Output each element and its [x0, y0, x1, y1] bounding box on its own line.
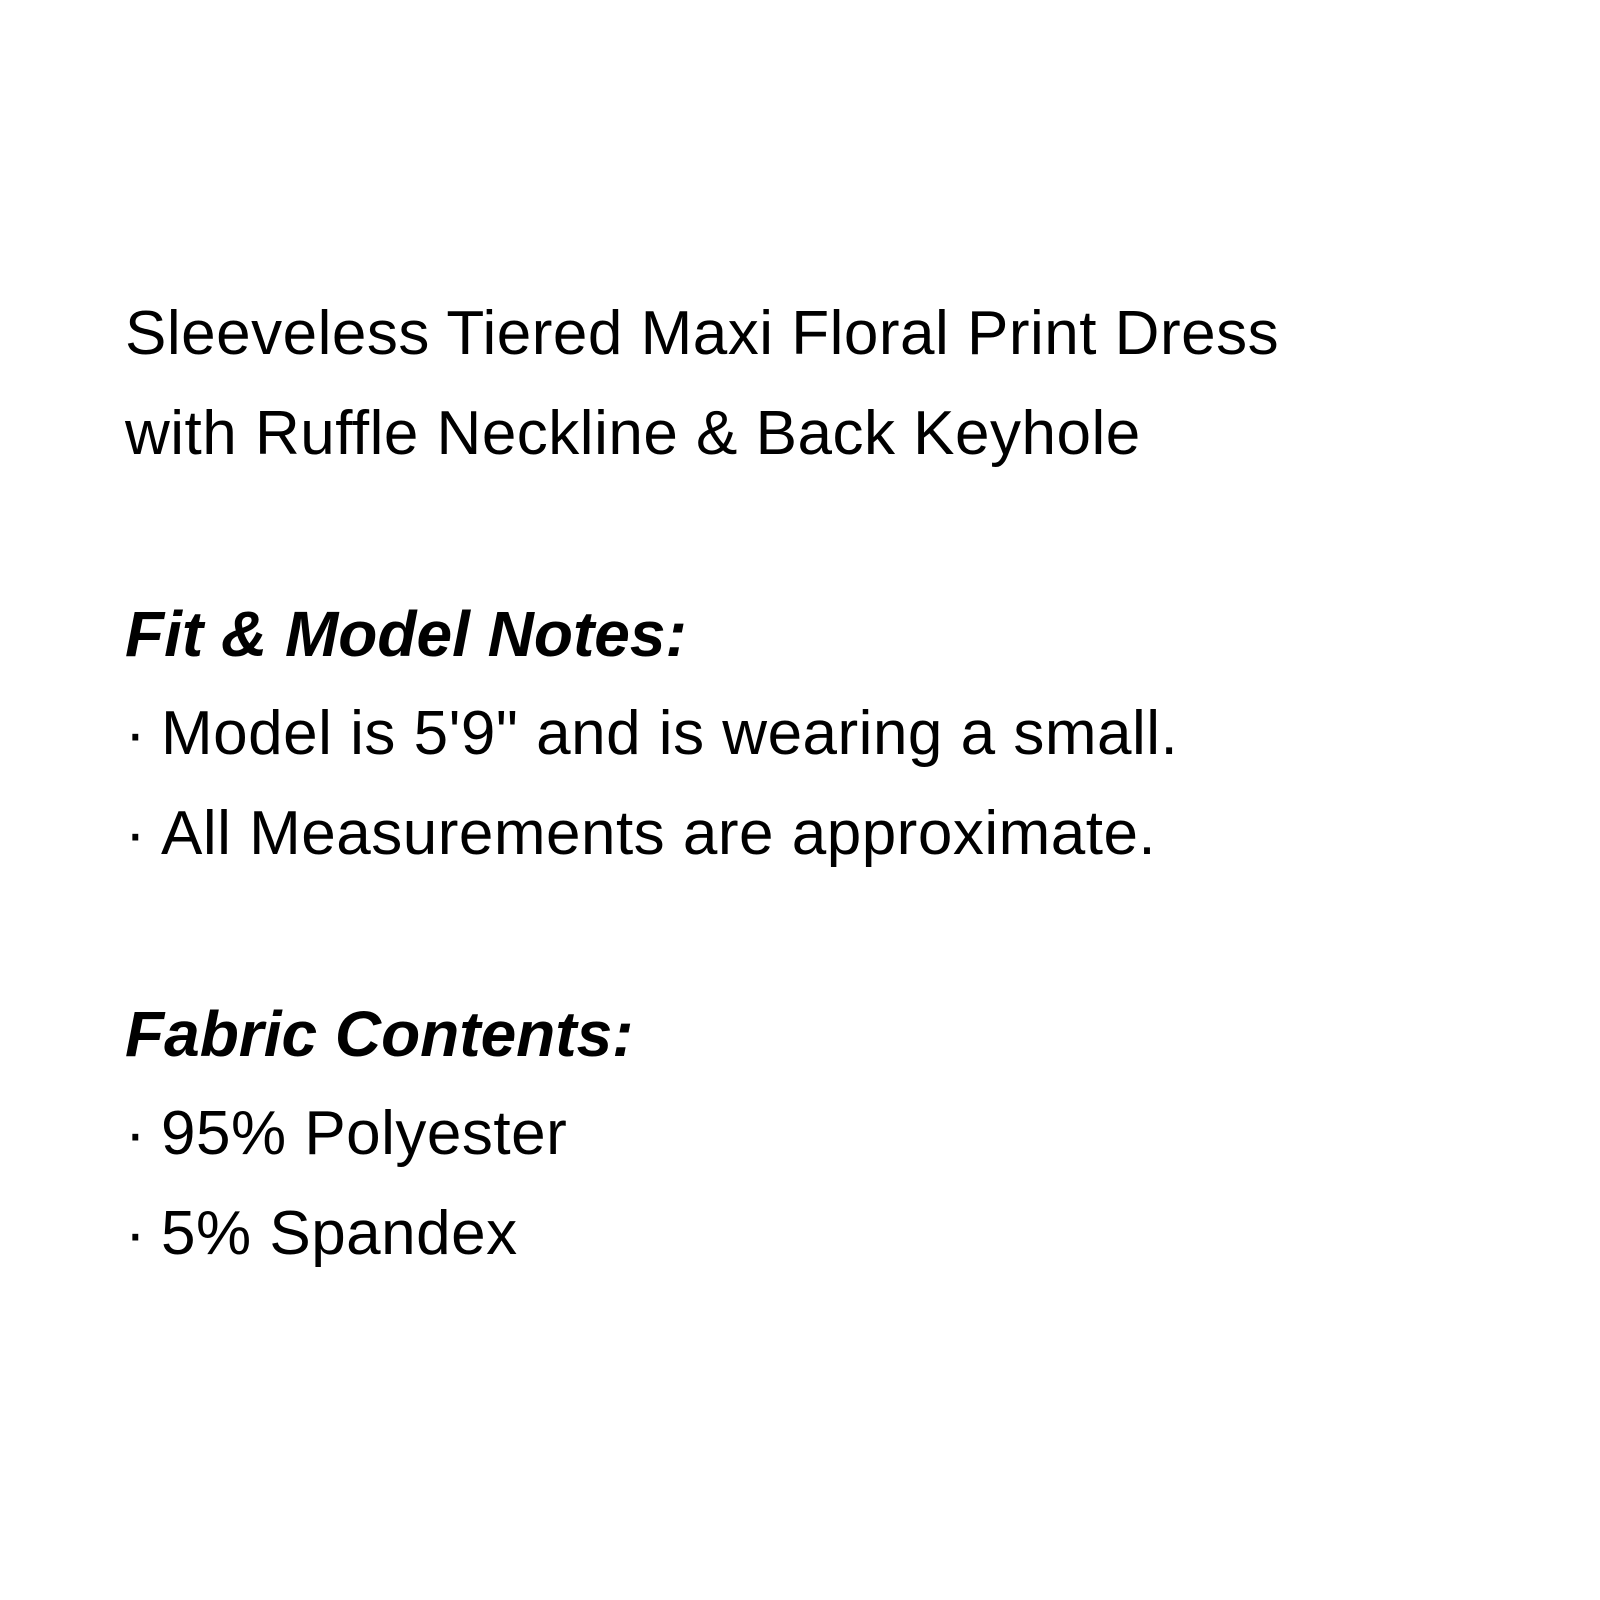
fabric-item-text: 5% Spandex [161, 1199, 518, 1268]
bullet-icon: · [125, 1099, 147, 1168]
spacer [125, 484, 1545, 584]
bullet-icon: · [125, 1199, 147, 1268]
bullet-icon: · [125, 699, 147, 768]
product-title-line-2: with Ruffle Neckline & Back Keyhole [125, 399, 1141, 468]
product-title-line-1: Sleeveless Tiered Maxi Floral Print Dress [125, 299, 1280, 368]
fabric-contents-heading: Fabric Contents: [125, 998, 634, 1070]
list-item [125, 784, 1545, 884]
fit-note-text: All Measurements are approximate. [161, 799, 1157, 868]
fit-notes-list [125, 684, 1545, 884]
list-item [125, 1084, 1545, 1184]
bullet-icon: · [125, 799, 147, 868]
list-item [125, 684, 1545, 784]
spacer [125, 884, 1545, 984]
fit-notes-heading: Fit & Model Notes: [125, 598, 687, 670]
product-description [125, 284, 1545, 1284]
list-item [125, 1184, 1545, 1284]
fabric-item-text: 95% Polyester [161, 1099, 568, 1168]
fit-note-text: Model is 5'9" and is wearing a small. [161, 699, 1179, 768]
fabric-contents-list [125, 1084, 1545, 1284]
